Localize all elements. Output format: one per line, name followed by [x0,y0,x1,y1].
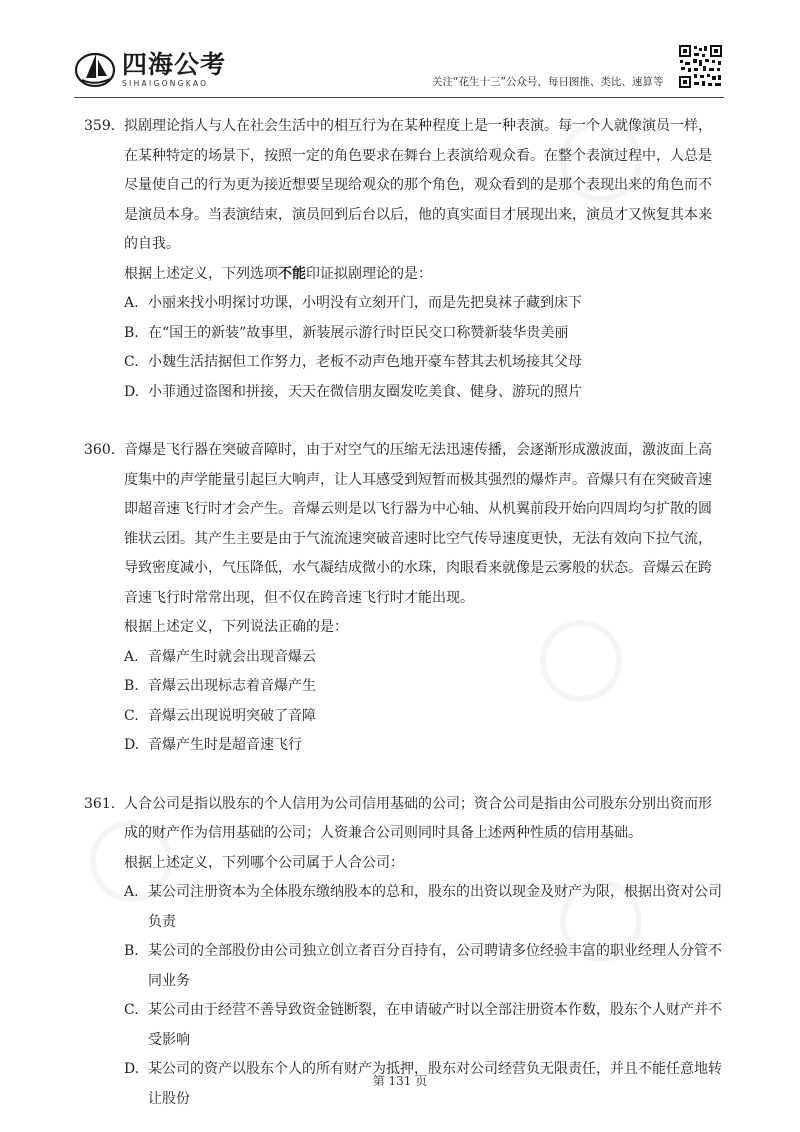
question-361 [84,790,724,1115]
question-359 [84,112,724,407]
option-letter: D. [124,1061,140,1077]
option-a [124,289,724,319]
option-c [124,702,724,732]
question-number: 361. [84,795,116,812]
option-a [124,643,724,673]
option-d [124,731,724,761]
header-note: 关注“花生十三”公众号，每日图推、类比、速算等 [432,76,664,88]
question-number: 359. [84,118,116,134]
question-prompt [124,613,724,643]
option-text: 小魏生活拮据但工作努力，老板不动声色地开豪车替其去机场接其父母 [148,354,582,370]
option-text: 某公司的资产以股东个人的所有财产为抵押，股东对公司经营负无限责任，并且不能任意地转让股份 [148,1061,722,1107]
option-text: 音爆产生时是超音速飞行 [148,737,302,753]
option-letter: D. [124,383,140,400]
prompt-emphasis: 不能 [278,265,306,282]
question-360 [84,436,724,761]
prompt-text: 根据上述定义，下列说法正确的是： [124,619,348,635]
option-letter: A. [124,295,139,311]
logo-subtitle: SIHAIGONGKAO [122,78,209,88]
question-number: 360. [84,442,116,458]
option-c [124,348,724,378]
option-d [124,378,724,408]
option-letter: C. [124,354,139,370]
option-text: 某公司注册资本为全体股东缴纳股本的总和，股东的出资以现金及财产为限，根据出资对公司负责 [148,884,722,930]
option-text: 小丽来找小明探讨功课，小明没有立刻开门，而是先把臭袜子藏到床下 [148,295,582,311]
sail-logo-icon [74,48,116,90]
prompt-text: 根据上述定义，下列哪个公司属于人合公司： [124,854,404,871]
option-a [124,878,724,937]
option-letter: B. [124,678,139,694]
option-text: 音爆产生时就会出现音爆云 [148,648,316,665]
prompt-text: 根据上述定义，下列选项 [124,265,278,282]
option-text: 音爆云出现标志着音爆产生 [148,678,316,694]
logo-title: 四海公考 [122,49,227,79]
question-prompt [124,849,724,879]
option-letter: B. [124,943,139,959]
question-stem: 拟剧理论指人与人在社会生活中的相互行为在某种程度上是一种表演。每一个人就像演员一样，在某种特定的场景下，按照一定的角色要求在舞台上表演给观众看。在整个表演过程中，人总是尽量使自己的行为更为接近想要呈现给观众的那个角色，观众看到的是那个表现出来的角色而不是演员本身。当表演结束，演员回到后台以后，他的真实面目才展现出来，演员才又恢复其本来的自我。 [124,118,712,252]
option-text: 在“国王的新装”故事里，新装展示游行时臣民交口称赞新装华贵美丽 [148,324,569,341]
page-header [0,0,800,100]
option-text: 音爆云出现说明突破了音障 [148,707,316,724]
question-stem: 音爆是飞行器在突破音障时，由于对空气的压缩无法迅速传播，会逐渐形成激波面，激波面上高度集中的声学能量引起巨大响声，让人耳感受到短暂而极其强烈的爆炸声。音爆只有在突破音速即超音速飞行时才会产生。音爆云则是以飞行器为中心轴、从机翼前段开始向四周均匀扩散的圆锥状云团。其产生主要是由于气流流速突破音速时比空气传导速度更快，无法有效向下拉气流，导致密度减小，气压降低，水气凝结成微小的水珠，肉眼看来就像是云雾般的状态。音爆云在跨音速飞行时常常出现，但不仅在跨音速飞行时才能出现。 [124,442,712,606]
page-number: 第 131 页 [372,1074,428,1088]
prompt-text-end: 印证拟剧理论的是： [306,265,432,282]
question-stem: 人合公司是指以股东的个人信用为公司信用基础的公司；资合公司是指由公司股东分别出资而形成的财产作为信用基础的公司；人资兼合公司则同时具备上述两种性质的信用基础。 [124,795,712,841]
option-letter: B. [124,324,139,341]
option-letter: C. [124,707,139,724]
option-text: 某公司的全部股份由公司独立创立者百分百持有，公司聘请多位经验丰富的职业经理人分管不同业务 [148,943,722,989]
question-list [84,112,724,1114]
option-b [124,937,724,996]
option-text: 某公司由于经营不善导致资金链断裂，在申请破产时以全部注册资本作数，股东个人财产并不受影响 [148,1002,722,1048]
question-prompt [124,260,724,290]
option-letter: C. [124,1002,139,1018]
option-c [124,996,724,1055]
option-b [124,672,724,702]
option-letter: A. [124,648,139,665]
option-text: 小菲通过盗图和拼接，天天在微信朋友圈发吃美食、健身、游玩的照片 [148,383,582,400]
option-letter: A. [124,884,139,900]
qr-code-icon [678,44,723,89]
option-letter: D. [124,737,140,753]
option-b [124,319,724,349]
header-divider [74,97,724,98]
brand-logo [74,48,226,90]
